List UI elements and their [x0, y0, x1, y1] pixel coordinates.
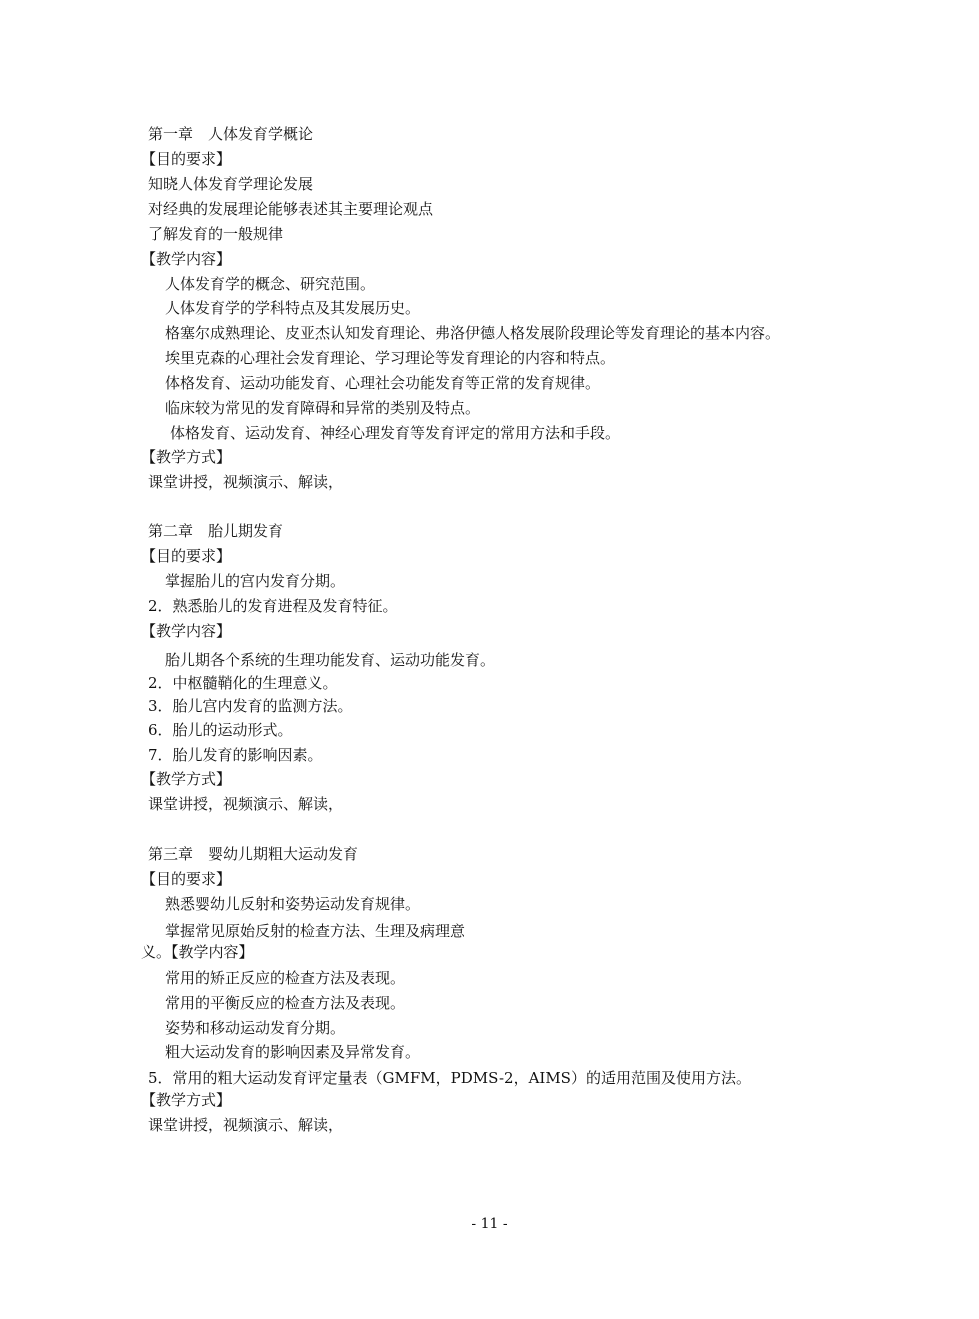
chapter1-goal-3: 了解发育的一般规律 — [148, 225, 284, 243]
chapter2-method: 课堂讲授，视频演示、解读， — [148, 795, 344, 813]
chapter3-method-label: 【教学方式】 — [141, 1091, 232, 1109]
chapter2-goal-label: 【目的要求】 — [141, 547, 232, 565]
chapter1-content-label: 【教学内容】 — [141, 250, 232, 268]
chapter1-goal-label: 【目的要求】 — [141, 150, 232, 168]
chapter3-content-5: 5．常用的粗大运动发育评定量表（GMFM，PDMS-2，AIMS）的适用范围及使用方法。 — [148, 1069, 751, 1087]
chapter1-content-5: 体格发育、运动功能发育、心理社会功能发育等正常的发育规律。 — [165, 374, 601, 392]
chapter2-goal-2: 2．熟悉胎儿的发育进程及发育特征。 — [148, 597, 398, 615]
chapter2-content-2: 2．中枢髓鞘化的生理意义。 — [148, 674, 338, 692]
chapter1-method-label: 【教学方式】 — [141, 448, 232, 466]
chapter3-content-2: 常用的平衡反应的检查方法及表现。 — [165, 994, 406, 1012]
chapter1-content-6: 临床较为常见的发育障碍和异常的类别及特点。 — [165, 399, 481, 417]
chapter3-method: 课堂讲授，视频演示、解读， — [148, 1116, 344, 1134]
chapter1-goal-1: 知晓人体发育学理论发展 — [148, 175, 314, 193]
chapter2-content-label: 【教学内容】 — [141, 622, 232, 640]
chapter2-content-1: 胎儿期各个系统的生理功能发育、运动功能发育。 — [165, 651, 496, 669]
chapter1-content-7: 体格发育、运动发育、神经心理发育等发育评定的常用方法和手段。 — [170, 424, 621, 442]
chapter1-method: 课堂讲授，视频演示、解读， — [148, 473, 344, 491]
chapter3-title: 第三章 婴幼儿期粗大运动发育 — [148, 845, 359, 863]
chapter2-goal-1: 掌握胎儿的宫内发育分期。 — [165, 572, 346, 590]
chapter2-content-5: 7．胎儿发育的影响因素。 — [148, 746, 323, 764]
chapter1-title: 第一章 人体发育学概论 — [148, 125, 314, 143]
chapter2-content-3: 3．胎儿宫内发育的监测方法。 — [148, 697, 353, 715]
chapter1-goal-2: 对经典的发展理论能够表述其主要理论观点 — [148, 200, 434, 218]
page-number: - 11 - — [471, 1216, 508, 1232]
chapter2-content-4: 6．胎儿的运动形式。 — [148, 721, 293, 739]
chapter3-content-3: 姿势和移动运动发育分期。 — [165, 1019, 346, 1037]
chapter3-goal-2: 掌握常见原始反射的检查方法、生理及病理意 — [165, 922, 466, 940]
chapter3-goal-1: 熟悉婴幼儿反射和姿势运动发育规律。 — [165, 895, 421, 913]
chapter1-content-1: 人体发育学的概念、研究范围。 — [165, 275, 376, 293]
chapter2-method-label: 【教学方式】 — [141, 770, 232, 788]
chapter3-wrap-line: 义。【教学内容】 — [141, 943, 254, 961]
chapter1-content-3: 格塞尔成熟理论、皮亚杰认知发育理论、弗洛伊德人格发展阶段理论等发育理论的基本内容。 — [165, 324, 781, 342]
chapter1-content-4: 埃里克森的心理社会发育理论、学习理论等发育理论的内容和特点。 — [165, 349, 616, 367]
chapter3-goal-label: 【目的要求】 — [141, 870, 232, 888]
chapter2-title: 第二章 胎儿期发育 — [148, 522, 284, 540]
chapter3-content-1: 常用的矫正反应的检查方法及表现。 — [165, 969, 406, 987]
chapter1-content-2: 人体发育学的学科特点及其发展历史。 — [165, 299, 421, 317]
chapter3-content-4: 粗大运动发育的影响因素及异常发育。 — [165, 1043, 421, 1061]
